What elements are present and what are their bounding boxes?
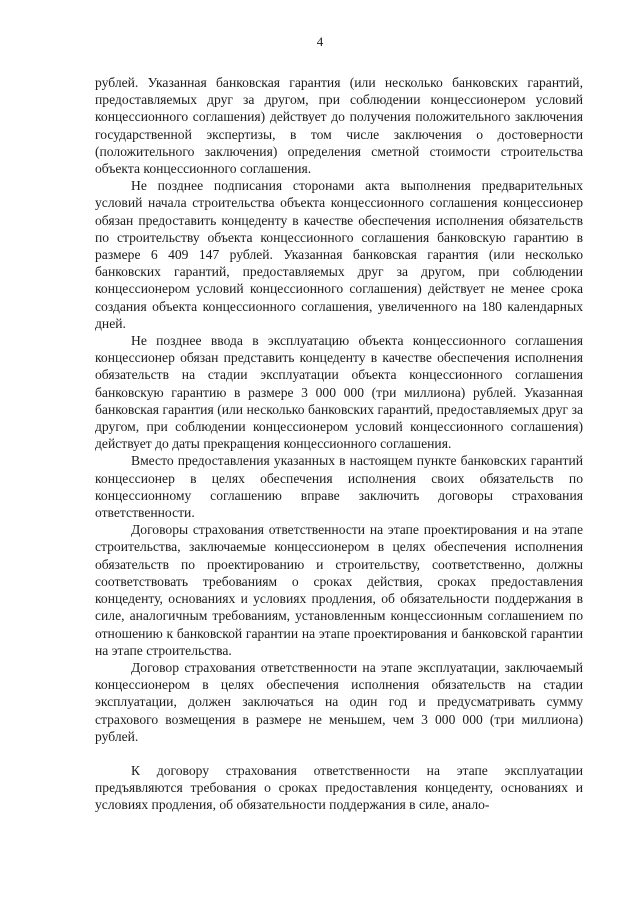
- paragraph-insurance-alternative: Вместо предоставления указанных в настоящем пункте банковских гарантий концессионер в целях обеспечения исполнения своих обязательств по концессионному соглашению вправе заключить договоры страхования ответственности.: [95, 453, 583, 521]
- page-number: 4: [316, 34, 324, 49]
- paragraph-construction-guarantee: Не позднее подписания сторонами акта выполнения предварительных условий начала строительства объекта концессионного соглашения концессионер обязан предоставить концеденту в качестве обеспечения исполнения обязательств по строительству объекта концессионного соглашения банковскую гарантию в размере 6 409 147 рублей. Указанная банковская гарантия (или несколько банковских гарантий, предоставляемых друг за другом, при соблюдении концессионером условий концессионного соглашения) действует не менее срока создания объекта концессионного соглашения, увеличенного на 180 календарных дней.: [95, 178, 583, 331]
- body-text: [95, 74, 583, 814]
- paragraph-operation-insurance: Договор страхования ответственности на этапе эксплуатации, заключаемый концессионером в целях обеспечения исполнения обязательств на стадии эксплуатации, должен заключаться на один год и предусматривать сумму страхового возмещения в размере не меньшем, чем 3 000 000 (три миллиона) рублей.: [95, 659, 583, 744]
- paragraph-operation-insurance-requirements: К договору страхования ответственности на этапе эксплуатации предъявляются требования о сроках предоставления концеденту, основаниях и условиях продления, об обязательности поддержания в силе, анало-: [95, 762, 583, 813]
- paragraph-design-construction-insurance: Договоры страхования ответственности на этапе проектирования и на этапе строительства, заключаемые концессионером в целях обеспечения исполнения обязательств по проектированию и строительству, соответственно, должны соответствовать требованиям о сроках действия, сроках предоставления концеденту, основаниях и условиях продления, об обязательности поддержания в силе, аналогичным требованиям, установленным концессионным соглашением по отношению к банковской гарантии на этапе проектирования и банковской гарантии на этапе строительства.: [95, 522, 583, 658]
- paragraph-continuation: рублей. Указанная банковская гарантия (или несколько банковских гарантий, предоставляемых друг за другом, при соблюдении концессионером условий концессионного соглашения) действует до получения положительного заключения государственной экспертизы, в том числе заключения о достоверности (положительного заключения) определения сметной стоимости строительства объекта концессионного соглашения.: [95, 75, 583, 177]
- paragraph-operation-guarantee: Не позднее ввода в эксплуатацию объекта концессионного соглашения концессионер обязан представить концеденту в качестве обеспечения исполнения обязательств на стадии эксплуатации объекта концессионного соглашения банковскую гарантию в размере 3 000 000 (три миллиона) рублей. Указанная банковская гарантия (или несколько банковских гарантий, предоставляемых друг за другом, при соблюдении концессионером условий концессионного соглашения) действует до даты прекращения концессионного соглашения.: [95, 333, 583, 452]
